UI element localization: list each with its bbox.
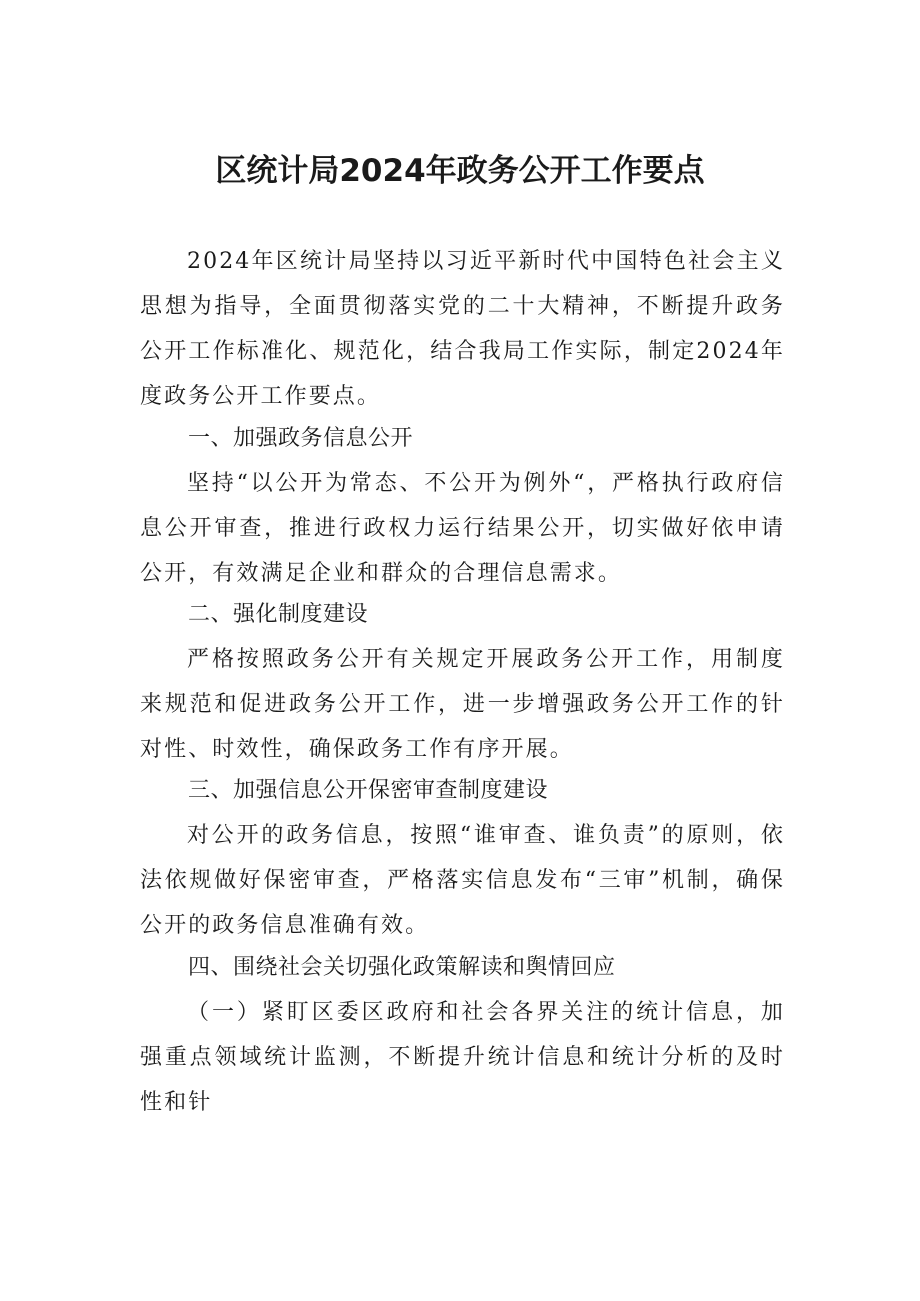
section-1-heading: 一、加强政务信息公开 — [188, 426, 414, 451]
section-1-body: 坚持“以公开为常态、不公开为例外“，严格执行政府信息公开审查，推进行政权力运行结果公开，切实做好依申请公开，有效满足企业和群众的合理信息需求。 — [140, 471, 785, 586]
section-4-heading: 四、围绕社会关切强化政策解读和舆情回应 — [188, 955, 616, 980]
intro-paragraph: 2024年区统计局坚持以习近平新时代中国特色社会主义思想为指导，全面贯彻落实党的二十大精神，不断提升政务公开工作标准化、规范化，结合我局工作实际，制定2024年度政务公开工作要点。 — [140, 249, 785, 409]
section-4-body: （一）紧盯区委区政府和社会各界关注的统计信息，加强重点领域统计监测，不断提升统计信息和统计分析的及时性和针 — [140, 1000, 785, 1115]
document-title: 区统计局2024年政务公开工作要点 — [215, 153, 705, 189]
section-3-body: 对公开的政务信息，按照“谁审查、谁负责”的原则，依法依规做好保密审查，严格落实信息发布“三审”机制，确保公开的政务信息准确有效。 — [140, 823, 785, 938]
section-2-heading: 二、强化制度建设 — [188, 602, 369, 627]
section-3-heading: 三、加强信息公开保密审查制度建设 — [188, 778, 549, 803]
section-2-body: 严格按照政务公开有关规定开展政务公开工作，用制度来规范和促进政务公开工作，进一步增强政务公开工作的针对性、时效性，确保政务工作有序开展。 — [140, 647, 785, 762]
